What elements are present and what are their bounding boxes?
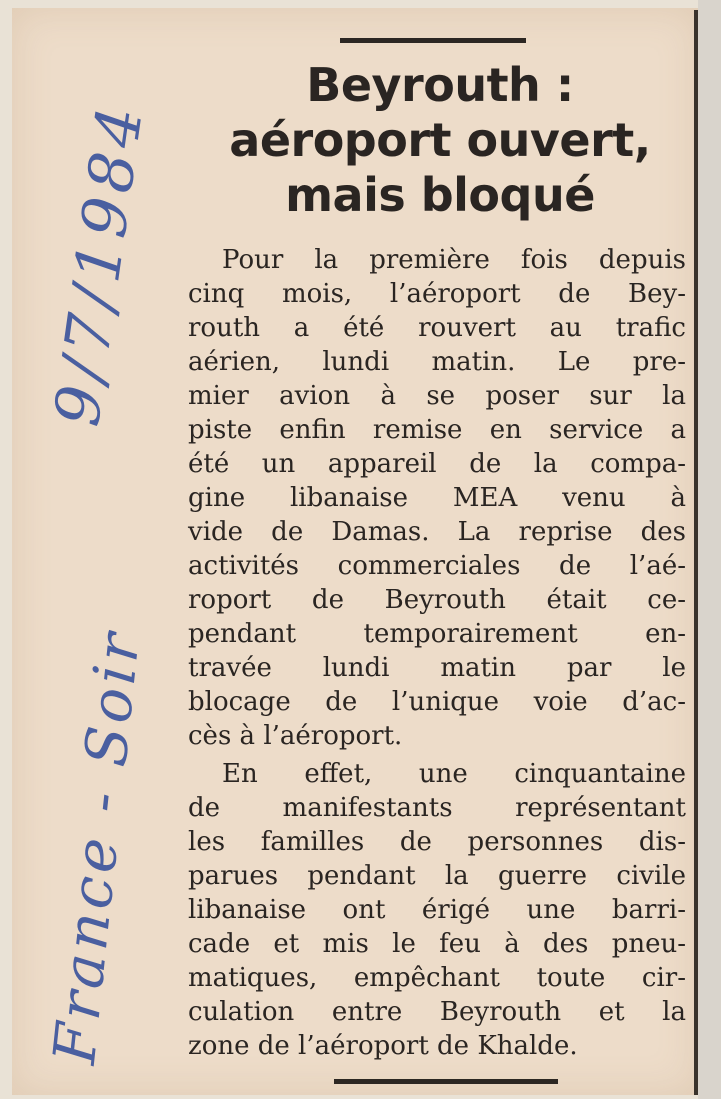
paragraph-1: [188, 243, 686, 753]
text-line: travée lundi matin par le: [188, 653, 686, 683]
text-line: cade et mis le feu à des pneu-: [188, 929, 686, 959]
text-line: activités commerciales de l’aé-: [188, 551, 686, 581]
text-line: les familles de personnes dis-: [188, 827, 686, 857]
text-line: roport de Beyrouth était ce-: [188, 585, 686, 615]
text-line: aérien, lundi matin. Le pre-: [188, 347, 686, 377]
text-line: culation entre Beyrouth et la: [188, 997, 686, 1027]
text-line: routh a été rouvert au trafic: [188, 313, 686, 343]
bottom-rule: [334, 1079, 558, 1084]
text-line: parues pendant la guerre civile: [188, 861, 686, 891]
text-line: été un appareil de la compa-: [188, 449, 686, 479]
text-line: gine libanaise MEA venu à: [188, 483, 686, 513]
headline-line: mais bloqué: [285, 168, 595, 222]
text-line: piste enfin remise en service a: [188, 415, 686, 445]
handwritten-date: 9/7/1984: [40, 96, 158, 431]
article-body: [188, 243, 686, 1063]
handwritten-source: France - Soir: [40, 626, 154, 1068]
text-line: libanaise ont érigé une barri-: [188, 895, 686, 925]
text-line: cès à l’aéroport.: [188, 721, 403, 751]
text-line: de manifestants représentant: [188, 793, 686, 823]
text-line: vide de Damas. La reprise des: [188, 517, 686, 547]
text-line: blocage de l’unique voie d’ac-: [188, 687, 686, 717]
text-line: cinq mois, l’aéroport de Bey-: [188, 279, 686, 309]
background-strip: [698, 0, 721, 1099]
headline-line: aéroport ouvert,: [229, 113, 651, 167]
text-line: En effet, une cinquantaine: [222, 759, 686, 789]
headline: [190, 58, 690, 223]
text-line: mier avion à se poser sur la: [188, 381, 686, 411]
text-line: Pour la première fois depuis: [222, 245, 686, 275]
paragraph-2: [188, 757, 686, 1063]
text-line: pendant temporairement en-: [188, 619, 686, 649]
text-line: zone de l’aéroport de Khalde.: [188, 1031, 578, 1061]
text-line: matiques, empêchant toute cir-: [188, 963, 686, 993]
headline-line: Beyrouth :: [306, 58, 574, 112]
top-rule: [340, 38, 526, 43]
